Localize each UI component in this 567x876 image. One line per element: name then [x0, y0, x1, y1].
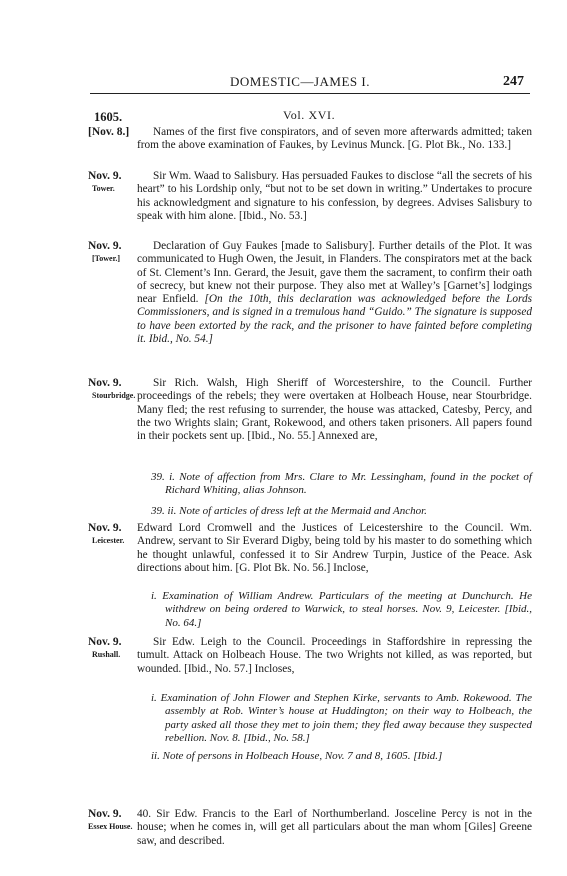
entry-margin [88, 808, 132, 832]
entry-body [137, 240, 532, 346]
entry-margin [88, 170, 132, 194]
entry-date: Nov. 9. [88, 808, 122, 820]
entry-paragraph [137, 240, 532, 346]
header-rule [90, 93, 530, 94]
entry-body [137, 377, 532, 443]
entry-date: Nov. 9. [88, 240, 122, 252]
entry-place: Leicester. [92, 536, 125, 545]
entry-body [137, 522, 532, 575]
entry-place: Rushall. [92, 650, 121, 659]
enclosure-list [151, 471, 532, 518]
entry-text: Names of the first five conspirators, and of seven more afterwards admitted; taken from the above examination of Faukes, by Levinus Munck. [G. Plot Bk., No. 133.] [137, 126, 532, 152]
entry-note: [On the 10th, this declaration was acknowledged before the Lords Commissioners, and is signed in a tremulous hand “Guido.” The signature is supposed to have been extorted by the rack, and the prisoner to have fainted before completing it. Ibid., No. 54.] [137, 293, 532, 346]
enclosure-item: i. Examination of William Andrew. Particulars of the meeting at Dunchurch. He withdrew on being ordered to Warwick, to steal horses. Nov. 9, Leicester. [Ibid., No. 64.] [151, 590, 532, 629]
entry-body [137, 126, 532, 153]
entry-margin [88, 240, 132, 264]
running-title: DOMESTIC—JAMES I. [230, 74, 370, 89]
entry-margin [88, 377, 136, 401]
enclosure-item: 39. i. Note of affection from Mrs. Clare to Mr. Lessingham, found in the pocket of Richard Whiting, alias Johnson. [151, 471, 532, 497]
page-number: 247 [503, 74, 524, 89]
enclosure-item: i. Examination of John Flower and Stephen Kirke, servants to Amb. Rokewood. The assembly at Rob. Winter’s house at Huddington; on their way to Holbeach, the party asked all those they met to join them; they fled away because they suspected rebellion. Nov. 8. [Ibid., No. 58.] [151, 692, 532, 744]
enclosure-list [151, 590, 532, 630]
enclosure-item: ii. Note of persons in Holbeach House, Nov. 7 and 8, 1605. [Ibid.] [151, 750, 443, 763]
entry-date: Nov. 9. [88, 636, 122, 648]
entry-text: Sir Edw. Leigh to the Council. Proceedings in Staffordshire in repressing the tumult. Attack on Holbeach House. The two Wrights not killed, as was reported, but wounded. [Ibid., No. 57.] Incloses, [137, 636, 532, 675]
entry-text: 40. Sir Edw. Francis to the Earl of Northumberland. Josceline Percy is not in the house; when he comes in, will get all particulars about the man whom [Giles] Greene saw, and described. [137, 808, 532, 847]
entry-place: Stourbridge. [92, 391, 136, 400]
volume-heading: Vol. XVI. [283, 108, 336, 122]
enclosure-item: 39. ii. Note of articles of dress left at the Mermaid and Anchor. [151, 504, 427, 517]
entry-place: Essex House. [88, 822, 133, 831]
entry-date: Nov. 9. [88, 170, 122, 182]
entry-text: Declaration of Guy Faukes [made to Salisbury]. Further details of the Plot. It was communicated to Hugh Owen, the Jesuit, in Flanders. The conspirators met at the back of St. Clement’s Inn. Gerard, the Jesuit, gave them the sacrament, to confirm their oath of secrecy, but knew not their purpose. They also met at Walley’s [Garnet’s] lodgings near Enfield. [137, 240, 532, 306]
entry-place: Tower. [92, 184, 115, 193]
entry-body [137, 808, 532, 848]
entry-place: [Tower.] [92, 254, 121, 263]
entry-text: Sir Rich. Walsh, High Sheriff of Worcestershire, to the Council. Further proceedings of the rebels; they were overtaken at Holbeach House, near Stourbridge. Many fled; the rest refusing to surrender, the house was attacked, Catesby, Percy, and the two Wrights slain; Grant, Rokewood, and others taken prisoners. All papers found in their pockets sent up. [Ibid., No. 55.] Annexed are, [137, 377, 532, 443]
entry-text: Edward Lord Cromwell and the Justices of Leicestershire to the Council. Wm. Andrew, servant to Sir Everard Digby, being told by his master to do something which he thought unlawful, confessed it to Sir Andrew Turpin, Justice of the Peace. Ask directions about him. [G. Plot Bk. No. 56.] Inclose, [137, 522, 532, 574]
enclosure-list [151, 692, 532, 763]
year-heading: 1605. [94, 110, 123, 124]
entry-text: Sir Wm. Waad to Salisbury. Has persuaded Faukes to disclose “all the secrets of his heart” to his Lordship only, “but not to be set down in writing.” Undertakes to procure his acknowledgment and signature to his confession, by degrees. Advises Salisbury to speak with him alone. [Ibid., No. 53.] [137, 170, 532, 222]
entry-margin [88, 522, 132, 546]
entry-margin [88, 126, 132, 139]
entry-date: Nov. 9. [88, 377, 122, 389]
entry-body [137, 170, 532, 223]
entry-date: Nov. 9. [88, 522, 122, 534]
entry-date: [Nov. 8.] [88, 126, 130, 138]
entry-body [137, 636, 532, 676]
entry-margin [88, 636, 132, 660]
